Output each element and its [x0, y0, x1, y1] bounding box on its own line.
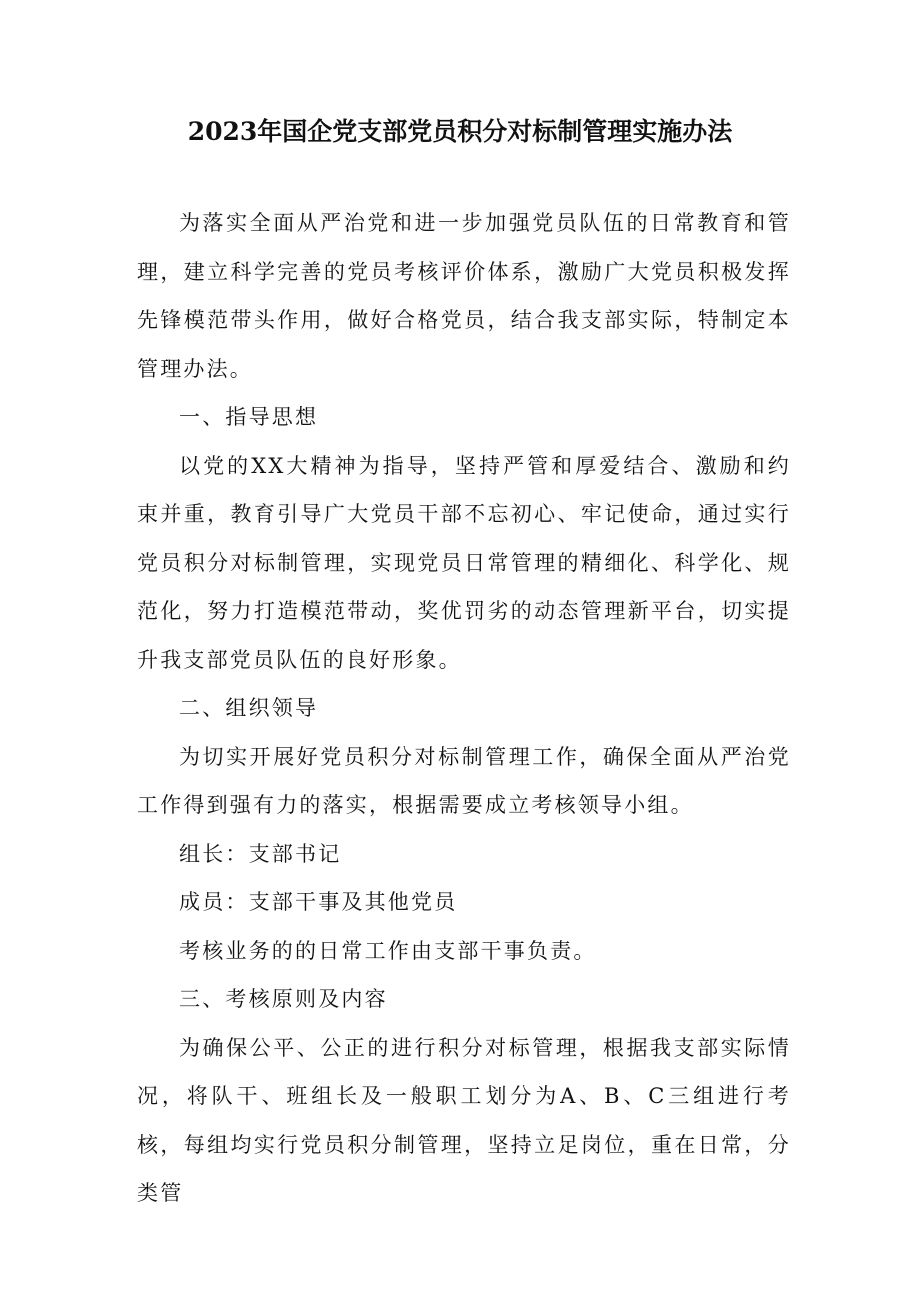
team-leader-line: 组长：支部书记	[179, 841, 342, 866]
organization-paragraph: 为切实开展好党员积分对标制管理工作，确保全面从严治党工作得到强有力的落实，根据需要成立考核领导小组。	[137, 744, 791, 817]
team-members-line: 成员：支部干事及其他党员	[179, 890, 458, 914]
guiding-thought-paragraph: 以党的XX大精神为指导，坚持严管和厚爱结合、激励和约束并重，教育引导广大党员干部不忘初心、牢记使命，通过实行党员积分对标制管理，实现党员日常管理的精细化、科学化、规范化，努力打造模范带动，奖优罚劣的动态管理新平台，切实提升我支部党员队伍的良好形象。	[137, 453, 791, 672]
assessment-paragraph: 为确保公平、公正的进行积分对标管理，根据我支部实际情况，将队干、班组长及一般职工划分为A、B、C三组进行考核，每组均实行党员积分制管理，坚持立足岗位，重在日常，分类管	[137, 1035, 791, 1205]
document-body	[137, 199, 791, 1218]
intro-paragraph: 为落实全面从严治党和进一步加强党员队伍的日常教育和管理，建立科学完善的党员考核评价体系，激励广大党员积极发挥先锋模范带头作用，做好合格党员，结合我支部实际，特制定本管理办法。	[137, 211, 791, 381]
section-heading-guiding-thought: 一、指导思想	[179, 405, 319, 429]
section-heading-assessment: 三、考核原则及内容	[179, 987, 388, 1011]
section-heading-organization: 二、组织领导	[179, 696, 319, 720]
document-title: 2023年国企党支部党员积分对标制管理实施办法	[187, 117, 733, 146]
daily-work-line: 考核业务的的日常工作由支部干事负责。	[179, 938, 597, 963]
